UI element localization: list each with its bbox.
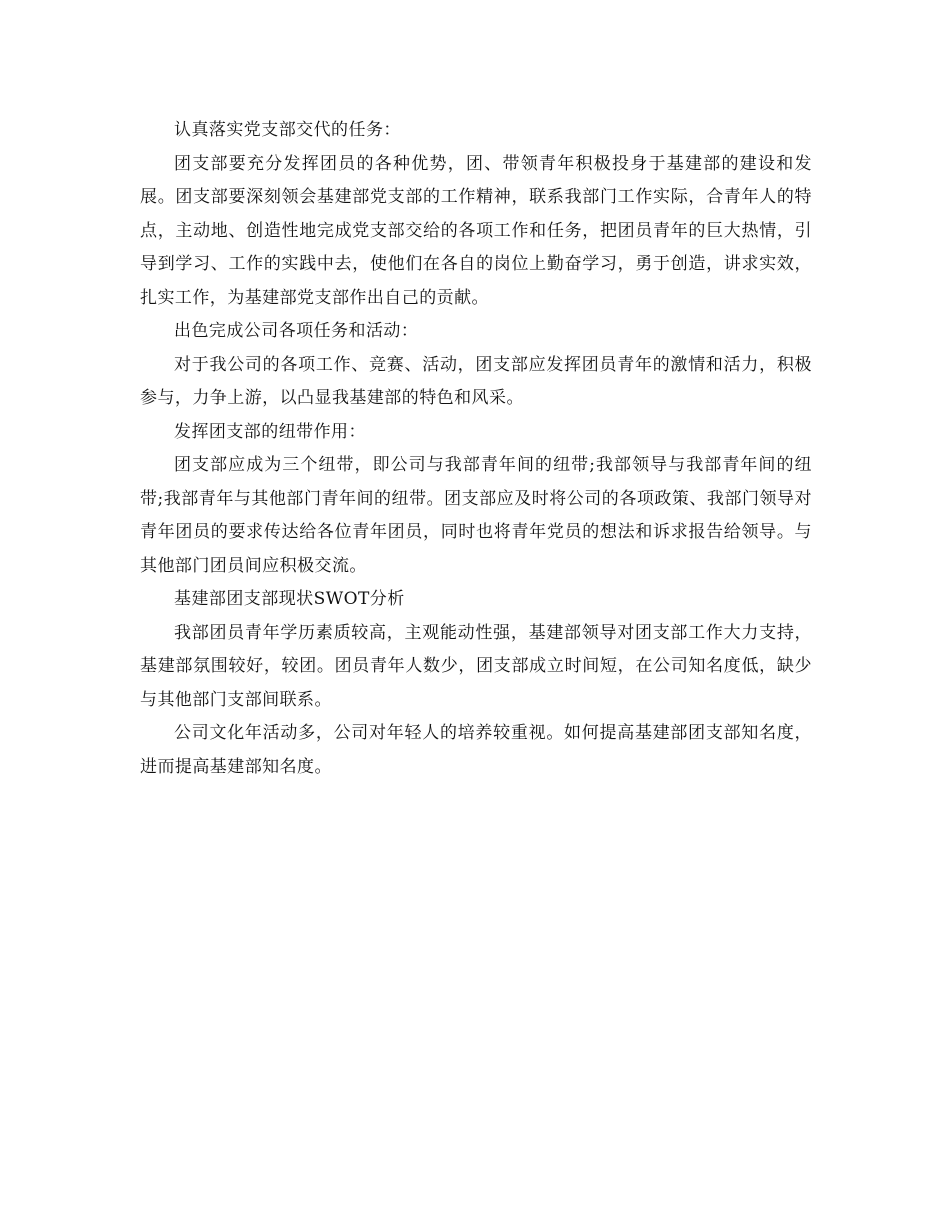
paragraph-swot-strengths: 我部团员青年学历素质较高，主观能动性强，基建部领导对团支部工作大力支持，基建部氛围较好，较团。团员青年人数少，团支部成立时间短，在公司知名度低，缺少与其他部门支部间联系。 [140,622,812,710]
section-heading-activities: 出色完成公司各项任务和活动： [174,321,419,341]
section-heading-link-role: 发挥团支部的纽带作用： [174,421,366,442]
section-heading-swot: 基建部团支部现状SWOT分析 [174,589,405,609]
paragraph-link-role: 团支部应成为三个纽带，即公司与我部青年间的纽带;我部领导与我部青年间的纽带;我部青年与其他部门青年间的纽带。团支部应及时将公司的各项政策、我部门领导对青年团员的要求传达给各位青年团员，同时也将青年党员的想法和诉求报告给领导。与其他部门团员间应积极交流。 [140,455,812,576]
paragraph-activities: 对于我公司的各项工作、竞赛、活动，团支部应发挥团员青年的激情和活力，积极参与，力争上游，以凸显我基建部的特色和风采。 [140,354,812,408]
paragraph-swot-opportunities: 公司文化年活动多，公司对年轻人的培养较重视。如何提高基建部团支部知名度，进而提高基建部知名度。 [140,723,812,777]
section-heading-tasks: 认真落实党支部交代的任务： [174,120,401,140]
paragraph-tasks: 团支部要充分发挥团员的各种优势，团、带领青年积极投身于基建部的建设和发展。团支部要深刻领会基建部党支部的工作精神，联系我部门工作实际，合青年人的特点，主动地、创造性地完成党支部交给的各项工作和任务，把团员青年的巨大热情，引导到学习、工作的实践中去，使他们在各自的岗位上勤奋学习，勇于创造，讲求实效，扎实工作，为基建部党支部作出自己的贡献。 [140,153,812,308]
document-body [140,114,812,784]
